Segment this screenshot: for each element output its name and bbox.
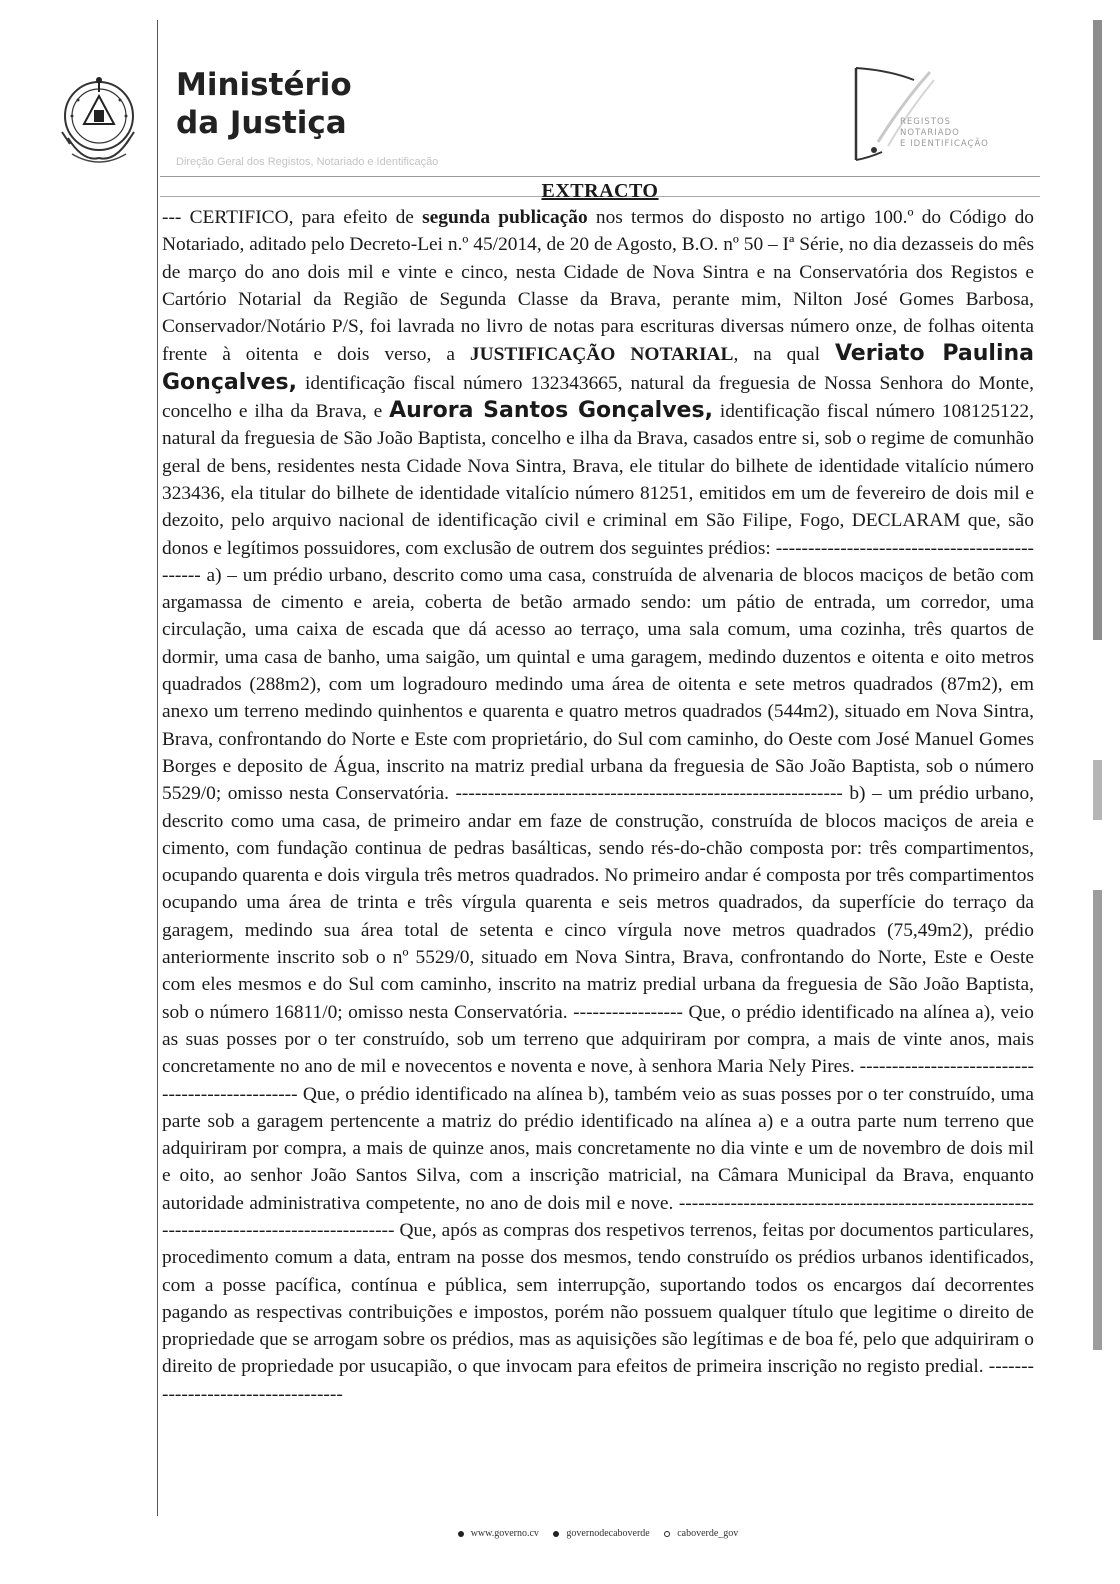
coat-of-arms-seal-icon (48, 70, 150, 172)
registos-line-2: NOTARIADO (900, 128, 960, 138)
ministry-line-1: Ministério (176, 67, 352, 103)
ministry-name (176, 66, 352, 142)
text-run: identificação fiscal número 132343665, natural da freguesia de Nossa Senhora do Monte, concelho e ilha da Brava, e (162, 372, 1034, 423)
margin-line (157, 176, 158, 1516)
instagram-icon (664, 1531, 670, 1537)
footer-website[interactable] (458, 1528, 543, 1539)
text-run: --- CERTIFICO, para efeito de (162, 207, 423, 228)
header-rule (160, 176, 1040, 177)
document-title: EXTRACTO (541, 180, 659, 202)
footer-facebook[interactable] (553, 1528, 653, 1539)
name-veriato: Veriato Paulina Gonçalves, (162, 341, 1034, 395)
text-run: nos termos do disposto no artigo 100.º do Código do Notariado, aditado pelo Decreto-Lei n.º 45/2014, de 20 de Agosto, B.O. nº 50 – Iª Série, no dia dezasseis do mês de março do ano dois mil e vinte e cinco, nesta Cidade de Nova Sintra e na Conservatória dos Registos e Cartório Notarial da Região de Segunda Classe da Brava, perante mim, Nilton José Gomes Barbosa, Conservador/Notário P/S, foi lavrada no livro de notas para escrituras diversas número onze, de folhas oitenta frente à oitenta e dois verso, a (162, 207, 1034, 366)
text-run: , na qual (733, 344, 835, 366)
document-body (162, 204, 1034, 1408)
footer-links (160, 1528, 1040, 1539)
registos-logo-icon (848, 62, 948, 170)
scan-edge-mark (1093, 20, 1102, 640)
registos-line-3: E IDENTIFICAÇÃO (900, 139, 989, 149)
bold-segunda-publicacao: segunda publicação (422, 207, 588, 228)
bold-justificacao-notarial: JUSTIFICAÇÃO NOTARIAL (469, 344, 734, 366)
name-aurora: Aurora Santos Gonçalves, (389, 398, 713, 424)
scan-edge-mark (1093, 890, 1102, 1350)
ministry-line-2: da Justiça (176, 105, 347, 141)
website-label: www.governo.cv (470, 1528, 539, 1539)
body-paragraph (162, 204, 1034, 1408)
facebook-icon (553, 1531, 559, 1537)
web-icon (458, 1531, 464, 1537)
registos-line-1: REGISTOS (900, 117, 952, 127)
margin-line (157, 20, 158, 180)
footer-instagram[interactable] (664, 1528, 742, 1539)
text-run: identificação fiscal número 108125122, natural da freguesia de São João Baptista, concelho e ilha da Brava, casados entre si, sob o regime de comunhão geral de bens, residentes nesta Cidade Nova Sintra, Brava, ele titular do bilhete de identidade vitalício número 323436, ela titular do bilhete de identidade vitalício número 81251, emitidos em um de fevereiro de dois mil e dezoito, pelo arquivo nacional de identificação civil e criminal em São Filipe, Fogo, DECLARAM que, são donos e legítimos possuidores, com exclusão de outrem dos seguintes prédios: ---------------------------------------------- a) – um prédio urbano, descrito como uma casa, construída de alvenaria de blocos maciços de betão com argamassa de cimento e areia, coberta de betão armado sendo: um pátio de entrada, um corredor, uma circulação, uma caixa de escada que dá acesso ao terraço, uma sala comum, uma cozinha, três quartos de dormir, uma casa de banho, uma saigão, um quintal e uma garagem, medindo duzentos e oitenta e oito metros quadrados (288m2), com um logradouro medindo uma área de oitenta e sete metros quadrados (87m2), em anexo um terreno medindo quinhentos e quarenta e quatro metros quadrados (544m2), situado em Nova Sintra, Brava, confrontando do Norte e Este com proprietário, do Sul com caminho, do Oeste com José Manuel Gomes Borges e deposito de Água, inscrito na matriz predial urbana da freguesia de São João Baptista, sob o número 5529/0; omisso nesta Conservatória. ------------------------------------------------------------ b) – um prédio urbano, descrito como uma casa, de primeiro andar em faze de construção, construída de blocos maciços de areia e cimento, com fundação continua de pedras basálticas, sendo rés-do-chão composta por: três compartimentos, ocupando quarenta e dois virgula três metros quadrados. No primeiro andar é composta por três compartimentos ocupando uma área de trinta e três vírgula quarenta e seis metros quadrados, da superfície do terraço da garagem, medindo sua área total de setenta e cinco vírgula nove metros quadrados (75,49m2), prédio anteriormente inscrito sob o nº 5529/0, situado em Nova Sintra, Brava, confrontando do Norte, Este e Oeste com eles mesmos e do Sul com caminho, inscrito na matriz predial urbana da freguesia de São João Baptista, sob o número 16811/0; omisso nesta Conservatória. ----------------- Que, o prédio identificado na alínea a), veio as suas posses por o ter construído, sob um terreno que adquiriram por compra, a mais de vinte anos, mais concretamente no ano de mil e novecentos e noventa e nove, à senhora Maria Nely Pires. ------------------------------------------------ Que, o prédio identificado na alínea b), também veio as suas posses por o ter construído, uma parte sob a garagem pertencente a matriz do prédio identificado na alínea a) e a outra parte num terreno que adquiriram por compra, a mais de quinze anos, mais concretamente no dia vinte e um de novembro de dois mil e oito, ao senhor João Santos Silva, com a inscrição matricial, na Câmara Municipal da Brava, enquanto autoridade administrativa competente, no ano de dois mil e nove. ------------------------------------------------------------------------------------------- Que, após as compras dos respetivos terrenos, feitas por documentos particulares, procedimento comum a data, entram na posse dos mesmos, tendo construído os prédios urbanos identificados, com a posse pacífica, contínua e pública, sem interrupção, suportando todos os encargos daí decorrentes pagando as respectivas contribuições e impostos, porém não possuem qualquer título que legitime o direito de propriedade que se arrogam sobre os prédios, mas as aquisições são legítimas e de boa fé, pelo que adquiriram o direito de propriedade por usucapião, o que invocam para efeitos de primeira inscrição no registo predial. ----------------------------------- (162, 401, 1034, 1405)
registos-text (900, 117, 989, 150)
instagram-label: caboverde_gov (677, 1528, 739, 1539)
facebook-label: governodecaboverde (566, 1528, 650, 1539)
ministry-subtitle: Direção Geral dos Registos, Notariado e Identificação (176, 156, 439, 168)
scan-edge-mark (1093, 760, 1102, 820)
